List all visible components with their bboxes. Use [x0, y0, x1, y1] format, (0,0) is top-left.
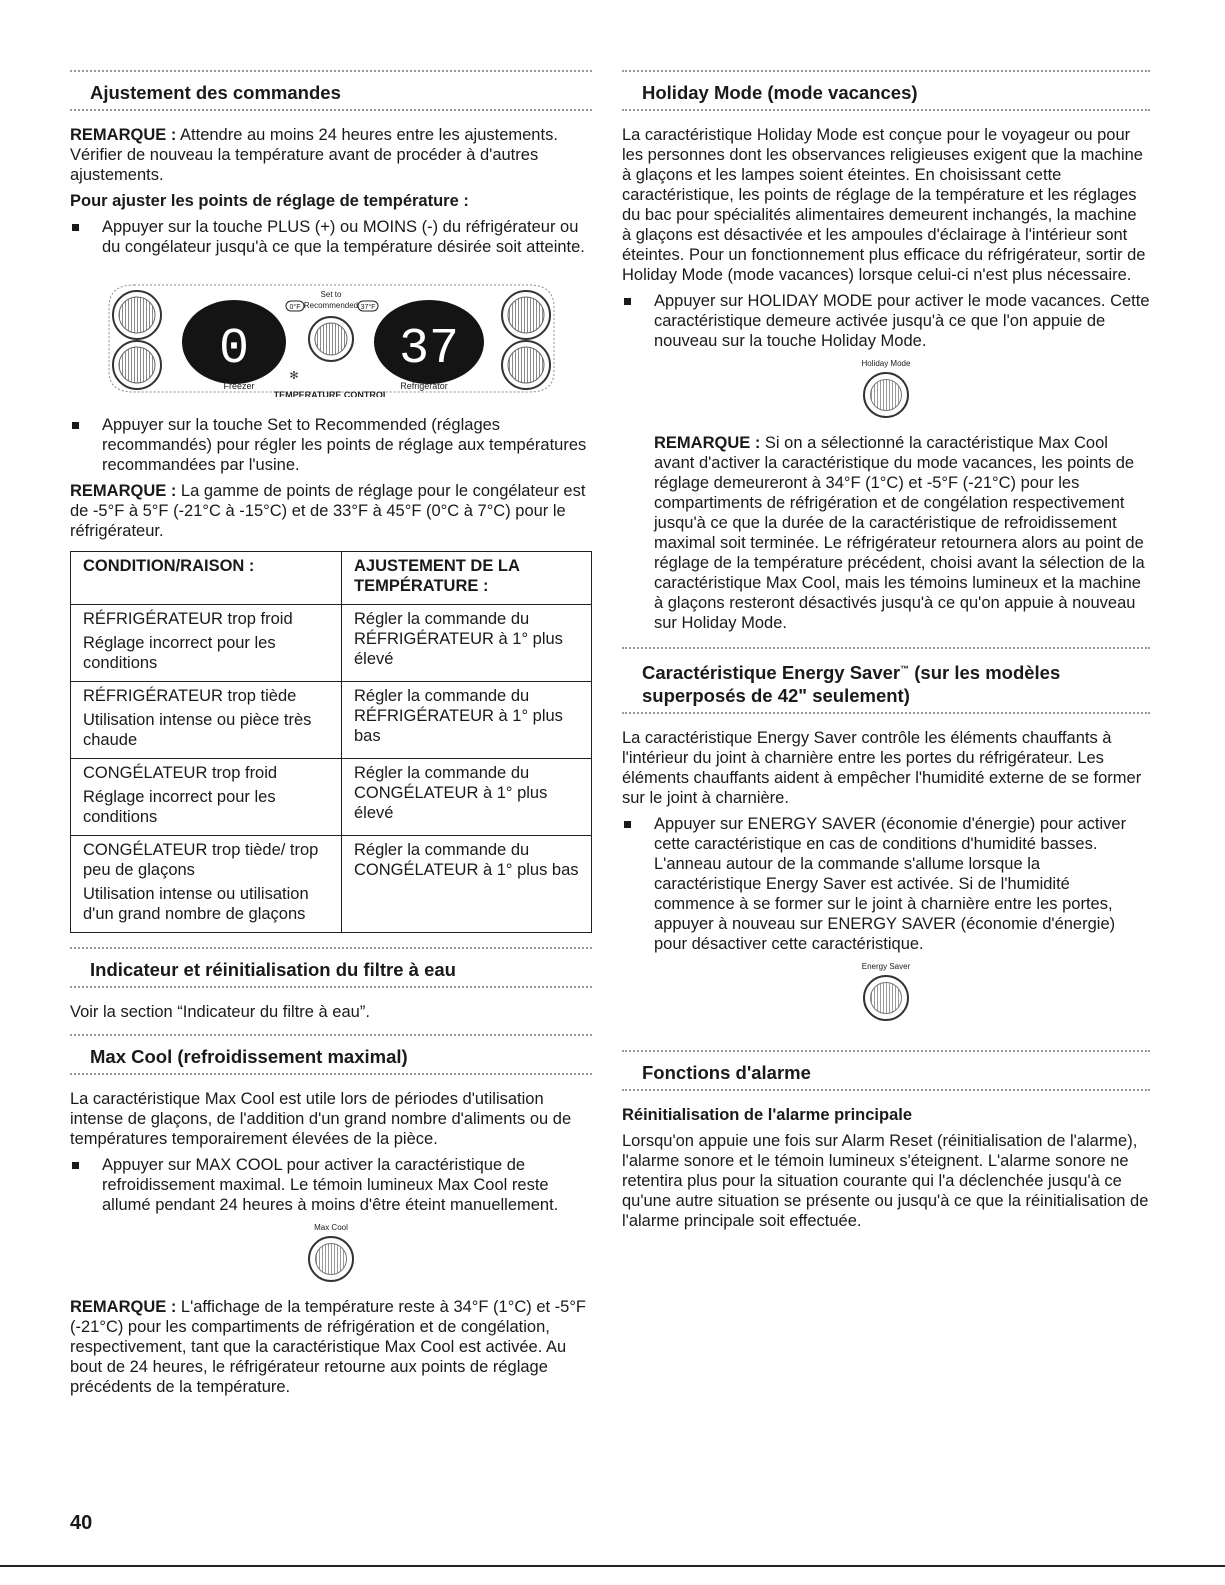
- energy-saver-button[interactable]: [863, 975, 909, 1021]
- note-label: REMARQUE :: [654, 434, 761, 452]
- table-cell: Régler la commande du CONGÉLATEUR à 1° plus bas: [342, 836, 592, 933]
- refrigerator-label: Refrigerator: [399, 381, 448, 391]
- reason-text: Réglage incorrect pour les conditions: [83, 634, 276, 672]
- holiday-mode-figure: [622, 359, 1150, 423]
- button-caption: Holiday Mode: [861, 359, 911, 368]
- table-cell: [71, 682, 342, 759]
- condition-table: [70, 551, 592, 933]
- note-paragraph: [622, 433, 1150, 633]
- note-paragraph: [70, 125, 592, 185]
- section-header-alarm: [622, 1050, 1150, 1091]
- freezer-digits: 0: [218, 321, 249, 378]
- section-header-filter: [70, 947, 592, 988]
- set-to-label: Set to: [320, 290, 341, 299]
- note-text: La gamme de points de réglage pour le congélateur est de -5°F à 5°F (-21°C à -15°C) et de 33°F à 45°F (0°C à 7°C) pour le réfrigérateur.: [70, 482, 586, 540]
- bullet-item: Appuyer sur la touche PLUS (+) ou MOINS (-) du réfrigérateur ou du congélateur jusqu'à ce que la température désirée soit atteinte.: [70, 217, 592, 257]
- section-title: Max Cool (refroidissement maximal): [90, 1046, 408, 1067]
- column-header: CONDITION/RAISON :: [71, 552, 342, 605]
- freezer-minus-button[interactable]: [113, 341, 161, 389]
- snowflake-icon: ✻: [288, 370, 299, 382]
- max-cool-figure: [70, 1223, 592, 1287]
- paragraph: La caractéristique Holiday Mode est conçue pour le voyageur ou pour les personnes dont les observances religieuses exigent que la machine à glaçons et les lampes soient éteintes. En choisissant cette caractéristique, les points de réglage de la température et les réglages du bac pour spécialités alimentaires demeurent inchangés, la machine à glaçons est désactivée et les ampoules d'éclairage à l'intérieur sont éteintes. Pour un fonctionnement plus efficace du réfrigérateur, sortir de Holiday Mode (mode vacances) lorsque celui-ci n'est plus nécessaire.: [622, 126, 1146, 284]
- note-text: Attendre au moins 24 heures entre les ajustements. Vérifier de nouveau la température avant de procéder à d'autres ajustements.: [70, 126, 558, 184]
- section-header-maxcool: [70, 1034, 592, 1075]
- max-cool-button[interactable]: [308, 1236, 354, 1282]
- section-title: Holiday Mode (mode vacances): [642, 82, 918, 103]
- section-title: Fonctions d'alarme: [642, 1062, 811, 1084]
- reason-text: Réglage incorrect pour les conditions: [83, 788, 276, 826]
- subheading: Pour ajuster les points de réglage de température :: [70, 192, 469, 210]
- title-part: (sur les modèles superposés de 42" seulement): [642, 662, 1061, 707]
- freezer-plus-button[interactable]: [113, 291, 161, 339]
- note-label: REMARQUE :: [70, 482, 177, 500]
- fridge-plus-button[interactable]: [502, 291, 550, 339]
- table-row: [71, 605, 592, 682]
- section-title: Ajustement des commandes: [90, 82, 341, 103]
- button-caption: Max Cool: [314, 1223, 348, 1232]
- recommended-label: Recommended: [303, 301, 358, 310]
- condition-text: RÉFRIGÉRATEUR trop froid: [83, 610, 293, 628]
- set-to-recommended-button[interactable]: [309, 317, 353, 361]
- table-row: [71, 759, 592, 836]
- condition-text: CONGÉLATEUR trop tiède/ trop peu de glaçons: [83, 841, 319, 879]
- table-header-row: [71, 552, 592, 605]
- paragraph: La caractéristique Max Cool est utile lors de périodes d'utilisation intense de glaçons, de l'addition d'un grand nombre d'aliments ou de températures temporairement élevées de la pièce.: [70, 1090, 572, 1148]
- fridge-digits: 37: [398, 321, 459, 378]
- table-row: [71, 682, 592, 759]
- condition-text: CONGÉLATEUR trop froid: [83, 764, 278, 782]
- paragraph: Voir la section “Indicateur du filtre à eau”.: [70, 1003, 370, 1021]
- bullet-item: Appuyer sur MAX COOL pour activer la caractéristique de refroidissement maximal. Le témoin lumineux Max Cool reste allumé pendant 24 heures à moins d'être éteint manuellement.: [70, 1155, 592, 1215]
- table-cell: Régler la commande du RÉFRIGÉRATEUR à 1° plus bas: [342, 682, 592, 759]
- table-cell: [71, 836, 342, 933]
- bullet-item: Appuyer sur HOLIDAY MODE pour activer le mode vacances. Cette caractéristique demeure activée jusqu'à ce que l'on appuie de nouveau sur la touche Holiday Mode.: [622, 291, 1150, 351]
- section-title: [642, 658, 1150, 707]
- energy-saver-figure: [622, 962, 1150, 1026]
- table-cell: Régler la commande du CONGÉLATEUR à 1° plus élevé: [342, 759, 592, 836]
- column-header: AJUSTEMENT DE LA TEMPÉRATURE :: [342, 552, 592, 605]
- table-cell: [71, 759, 342, 836]
- button-caption: Energy Saver: [861, 962, 911, 972]
- bullet-item: Appuyer sur ENERGY SAVER (économie d'énergie) pour activer cette caractéristique en cas de conditions d'humidité basses. L'anneau autour de la commande s'allume lorsque la caractéristique Energy Saver est activée. Si de l'humidité commence à se former sur le joint à charnière entre les portes, appuyer à nouveau sur ENERGY SAVER (économie d'énergie) pour désactiver cette caractéristique.: [622, 814, 1150, 954]
- panel-graphic: [104, 277, 559, 397]
- table-cell: [71, 605, 342, 682]
- section-title: Indicateur et réinitialisation du filtre à eau: [90, 959, 456, 980]
- holiday-mode-button[interactable]: [863, 372, 909, 418]
- table-row: [71, 836, 592, 933]
- note-label: REMARQUE :: [70, 126, 177, 144]
- right-column: [622, 70, 1150, 1237]
- condition-text: RÉFRIGÉRATEUR trop tiède: [83, 687, 297, 705]
- paragraph: Lorsqu'on appuie une fois sur Alarm Reset (réinitialisation de l'alarme), l'alarme sonore et le témoin lumineux s'éteignent. L'alarme sonore ne retentira plus pour la situation courante qui l'a déclenchée jusqu'à ce qu'une autre situation se présente ou jusqu'à ce que la réinitialisation de l'alarme principale soit effectuée.: [622, 1132, 1149, 1231]
- left-column: [70, 70, 592, 1403]
- page-number: 40: [70, 1512, 93, 1534]
- section-header-energy: [622, 647, 1150, 714]
- fridge-recommended-temp: 37°F: [360, 304, 375, 311]
- title-part: Caractéristique Energy Saver: [642, 662, 901, 684]
- note-label: REMARQUE :: [70, 1298, 177, 1316]
- freezer-label: Freezer: [222, 381, 255, 391]
- trademark-sign: ™: [900, 664, 910, 674]
- note-text: Si on a sélectionné la caractéristique Max Cool avant d'activer la caractéristique du mode vacances, les points de réglage demeureront à 34°F (1°C) et -5°F (-21°C) pour les compartiments de réfrigération et de congélation respectivement jusqu'à ce que la durée de la caractéristique de refroidissement maximal soit terminée. Le réfrigérateur retournera alors au point de réglage de la température précédent, choisi avant la sélection de la caractéristique Max Cool, mais les témoins lumineux et la machine à glaçons resteront désactivés jusqu'à ce qu'on appuie à nouveau sur Holiday Mode.: [654, 434, 1145, 632]
- bullet-item: Appuyer sur la touche Set to Recommended (réglages recommandés) pour régler les points de réglage aux températures recommandées par l'usine.: [70, 415, 592, 475]
- paragraph: La caractéristique Energy Saver contrôle les éléments chauffants à l'intérieur du joint à charnière entre les portes du réfrigérateur. Les éléments chauffants aident à empêcher l'humidité externe de se former sur le joint à charnière.: [622, 729, 1142, 808]
- table-cell: Régler la commande du RÉFRIGÉRATEUR à 1° plus élevé: [342, 605, 592, 682]
- fridge-minus-button[interactable]: [502, 341, 550, 389]
- subheading: Réinitialisation de l'alarme principale: [622, 1106, 913, 1125]
- note-text: L'affichage de la température reste à 34°F (1°C) et -5°F (-21°C) pour les compartiments de réfrigération et de congélation, respectivement, tant que la caractéristique Max Cool est activée. Au bout de 24 heures, le réfrigérateur retourne aux points de réglage précédents de la température.: [70, 1298, 587, 1396]
- temperature-control-panel: [104, 277, 559, 397]
- footer-rule: [0, 1565, 1225, 1567]
- reason-text: Utilisation intense ou pièce très chaude: [83, 711, 312, 749]
- section-header-adjust: [70, 70, 592, 111]
- section-header-holiday: [622, 70, 1150, 111]
- freezer-recommended-temp: 0°F: [289, 304, 300, 311]
- note-paragraph: [70, 1297, 592, 1397]
- temperature-control-label: TEMPERATURE CONTROL: [273, 390, 388, 397]
- reason-text: Utilisation intense ou utilisation d'un grand nombre de glaçons: [83, 885, 309, 923]
- note-paragraph: [70, 481, 592, 541]
